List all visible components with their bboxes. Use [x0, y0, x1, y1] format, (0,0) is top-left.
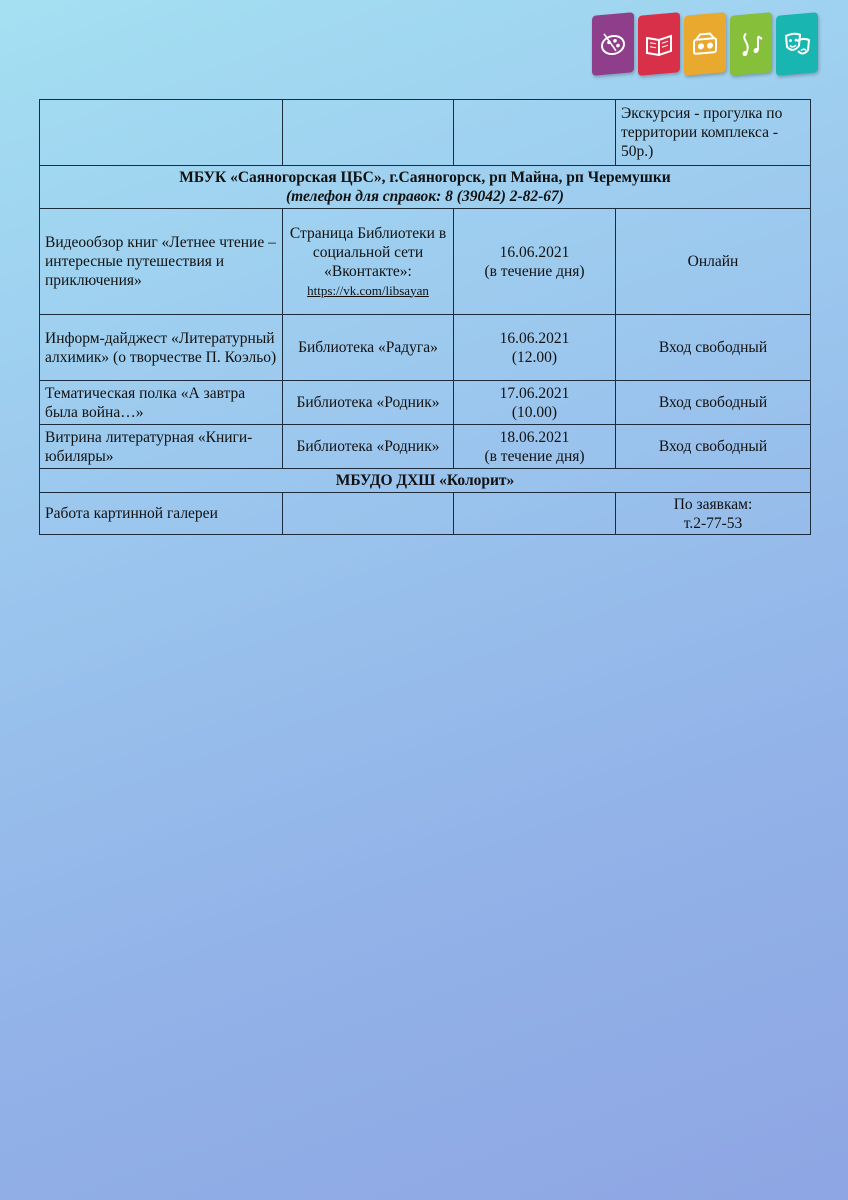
palette-tile	[592, 12, 634, 76]
date-text: 16.06.2021	[499, 243, 570, 261]
cell-access: Вход свободный	[616, 381, 811, 425]
cell-date	[454, 100, 616, 166]
table-row	[40, 381, 811, 425]
section-header	[40, 166, 811, 209]
time-text: (12.00)	[511, 348, 558, 366]
cell-access: Вход свободный	[616, 425, 811, 469]
date-text: 18.06.2021	[499, 428, 570, 446]
section-header-row	[40, 166, 811, 209]
table-row	[40, 493, 811, 535]
access-text: По заявкам:	[673, 495, 753, 513]
book-tile	[638, 12, 680, 76]
cell-place	[283, 493, 454, 535]
cell-access	[616, 493, 811, 535]
cell-event: Витрина литературная «Книги-юбиляры»	[40, 425, 283, 469]
date-text: 16.06.2021	[499, 329, 570, 347]
cell-date	[454, 381, 616, 425]
palette-icon	[598, 28, 628, 61]
culture-logo	[592, 14, 818, 74]
cell-access: Вход свободный	[616, 315, 811, 381]
book-icon	[644, 28, 674, 61]
cell-event: Видеообзор книг «Летнее чтение – интересные путешествия и приключения»	[40, 209, 283, 315]
time-text: (в течение дня)	[484, 447, 585, 465]
section-header: МБУДО ДХШ «Колорит»	[40, 469, 811, 493]
theater-icon	[690, 28, 720, 61]
cell-date	[454, 425, 616, 469]
cell-place: Библиотека «Родник»	[283, 425, 454, 469]
vk-link[interactable]: https://vk.com/libsayan	[307, 282, 429, 298]
time-text: (в течение дня)	[484, 262, 585, 280]
cell-event: Работа картинной галереи	[40, 493, 283, 535]
cell-date	[454, 493, 616, 535]
section-title: МБУК «Саяногорская ЦБС», г.Саяногорск, рп Майна, рп Черемушки	[179, 169, 671, 186]
cell-place	[283, 209, 454, 315]
masks-icon	[782, 28, 812, 61]
events-table	[39, 99, 811, 535]
cell-event: Тематическая полка «А завтра была война…»	[40, 381, 283, 425]
masks-tile	[776, 12, 818, 76]
cell-place	[283, 100, 454, 166]
table-row	[40, 425, 811, 469]
section-phone: (телефон для справок: 8 (39042) 2-82-67)	[286, 188, 564, 205]
cell-place: Библиотека «Родник»	[283, 381, 454, 425]
section-header-row	[40, 469, 811, 493]
table-row	[40, 100, 811, 166]
music-tile	[730, 12, 772, 76]
cell-access: Онлайн	[616, 209, 811, 315]
table-row	[40, 315, 811, 381]
cell-date	[454, 315, 616, 381]
place-text: Страница Библиотеки в социальной сети «Вконтакте»:	[289, 224, 447, 280]
date-text: 17.06.2021	[499, 384, 570, 402]
cell-event: Информ-дайджест «Литературный алхимик» (о творчестве П. Коэльо)	[40, 315, 283, 381]
time-text: (10.00)	[511, 403, 558, 421]
cell-event	[40, 100, 283, 166]
cell-place: Библиотека «Радуга»	[283, 315, 454, 381]
cell-access: Экскурсия - прогулка по территории комплекса - 50р.)	[616, 100, 811, 166]
access-phone: т.2-77-53	[683, 514, 743, 532]
theater-tile	[684, 12, 726, 76]
cell-date	[454, 209, 616, 315]
music-note-icon	[736, 28, 766, 61]
table-row	[40, 209, 811, 315]
